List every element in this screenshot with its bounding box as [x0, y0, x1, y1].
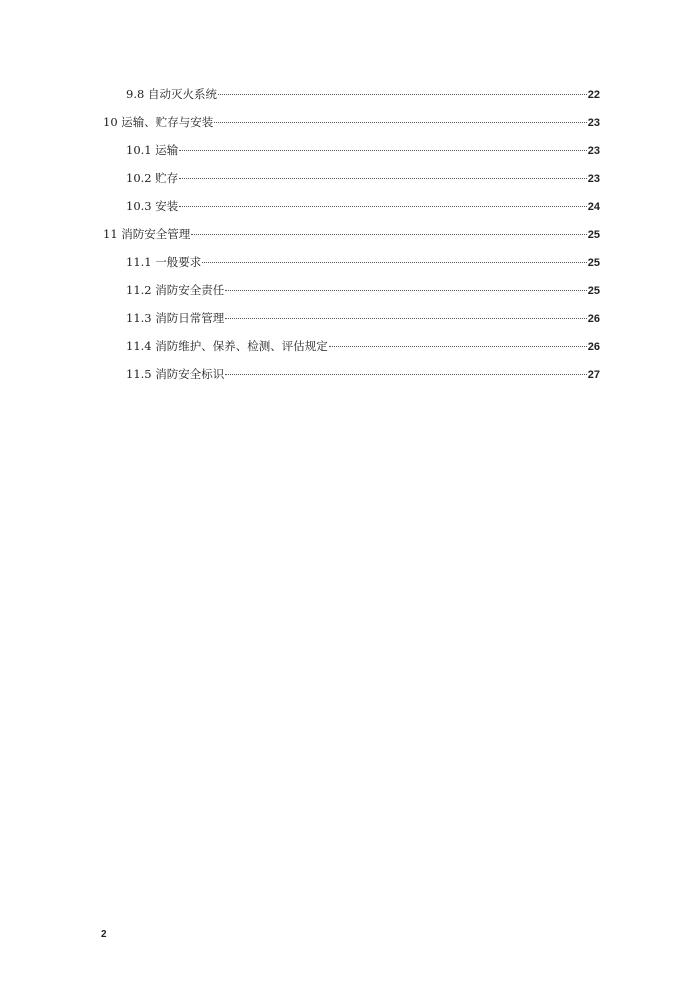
dot-leader: [191, 234, 586, 235]
dot-leader: [202, 262, 586, 263]
dot-leader: [218, 94, 587, 95]
toc-entry-11[interactable]: [103, 225, 600, 243]
toc-entry-10-2[interactable]: [126, 169, 600, 187]
toc-entry-page: 25: [587, 229, 600, 241]
toc-entry-9-8[interactable]: [126, 85, 600, 103]
toc-entry-page: 23: [587, 145, 600, 157]
toc-entry-11-1[interactable]: [126, 253, 600, 271]
toc-entry-label: 11.2 消防安全责任: [126, 283, 225, 297]
toc-entry-page: 27: [587, 369, 600, 381]
dot-leader: [225, 290, 586, 291]
toc-entry-page: 23: [587, 173, 600, 185]
toc-entry-page: 23: [587, 117, 600, 129]
toc-entry-11-3[interactable]: [126, 309, 600, 327]
dot-leader: [179, 178, 586, 179]
toc-entry-label: 10 运输、贮存与安装: [103, 115, 214, 129]
toc-entry-label: 9.8 自动灭火系统: [126, 87, 217, 101]
toc-entry-label: 10.1 运输: [126, 143, 179, 157]
dot-leader: [179, 206, 586, 207]
dot-leader: [179, 150, 586, 151]
toc-entry-10-3[interactable]: [126, 197, 600, 215]
toc-entry-page: 24: [587, 201, 600, 213]
dot-leader: [214, 122, 586, 123]
toc-entry-label: 11 消防安全管理: [103, 227, 191, 241]
toc-entry-label: 11.5 消防安全标识: [126, 367, 225, 381]
toc-entry-page: 26: [587, 341, 600, 353]
toc-entry-11-5[interactable]: [126, 365, 600, 383]
toc-entry-11-2[interactable]: [126, 281, 600, 299]
toc-entry-page: 26: [587, 313, 600, 325]
page-number: 2: [101, 929, 107, 940]
toc-entry-label: 11.3 消防日常管理: [126, 311, 225, 325]
toc-entry-label: 11.1 一般要求: [126, 255, 202, 269]
toc-entry-label: 11.4 消防维护、保养、检测、评估规定: [126, 339, 328, 353]
toc-entry-10-1[interactable]: [126, 141, 600, 159]
dot-leader: [329, 346, 587, 347]
toc-entry-label: 10.3 安装: [126, 199, 179, 213]
toc-entry-label: 10.2 贮存: [126, 171, 179, 185]
toc-entry-page: 22: [587, 89, 600, 101]
toc-entry-page: 25: [587, 257, 600, 269]
toc-entry-10[interactable]: [103, 113, 600, 131]
dot-leader: [225, 374, 586, 375]
dot-leader: [225, 318, 586, 319]
toc-entry-page: 25: [587, 285, 600, 297]
toc-entry-11-4[interactable]: [126, 337, 600, 355]
